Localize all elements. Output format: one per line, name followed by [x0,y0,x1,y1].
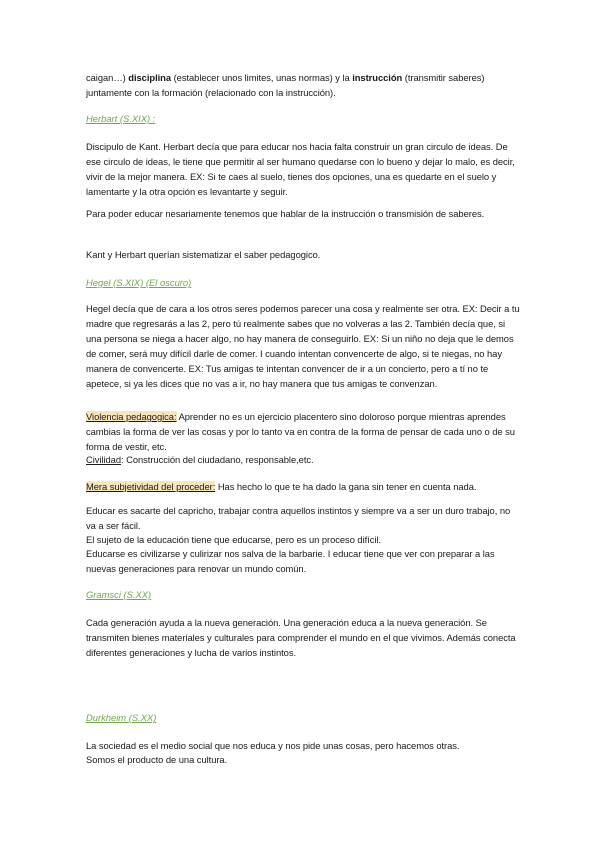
herbart-paragraph-3: Kant y Herbart querían sistematizar el saber pedagogico. [86,249,321,260]
hegel-paragraph-4: Educarse es civilizarse y culirizar nos salva de la barbarie. I educar tiene que ver con preparar a las nuevas generaciones para renovar un mundo común. [86,548,495,574]
mera-paragraph [86,479,522,494]
hegel-paragraph-1: Hegel decía que de cara a los otros seres podemos parecer una cosa y realmente ser otra. EX: Decir a tu madre que regresarás a las 2, pero tú realmente sabes que no volveras a las 2. También decía que, si una persona se niega a hacer algo, no hay manera de conseguirlo. EX: Si un niño no deja que le demos de comer, será muy difícil darle de comer. I cuando intentan convencerte de algo, si te niegas, no hay manera de convencerte. EX: Tus amigas te intentan convencer de ir a un concierto, pero a tí no te apetece, si ya les dices que no vas a ir, no hay manera que tus amigas te convenzan. [86,303,520,389]
herbart-paragraph-1: Discipulo de Kant. Herbart decía que para educar nos hacia falta construir un gran circulo de ideas. De ese circulo de ideas, le tiene que permitir al ser humano quedarse con lo bueno y dejar lo malo, es decir, vivir de la mejor manera. EX: Si te caes al suelo, tienes dos opciones, una es quedarte en el suelo y lamentarte y la otra opción es levantarte y seguir. [86,141,515,197]
intro-lead: caigan…) [86,72,129,83]
heading-hegel: Hegel (S.XIX) (El oscuro) [86,277,192,288]
violencia-paragraph [86,409,522,454]
violencia-definition: Aprender no es un ejercicio placentero sino doloroso porque mientras aprendes cambias la forma de ver las cosas y por lo tanto va en contra de la forma de pensar de cada uno o de su forma de vestir, etc. [86,411,515,452]
herbart-paragraph-2: Para poder educar nesariamente tenemos que hablar de la instrucción o transmisión de saberes. [86,208,485,219]
violencia-term: Violencia pedagogica: [86,411,177,422]
intro-paragraph [86,70,522,100]
heading-gramsci: Gramsci (S.XX) [86,589,152,600]
civilidad-paragraph [86,452,522,467]
heading-durkheim: Durkheim (S.XX) [86,712,157,723]
intro-term-instruccion: instrucción [352,72,403,83]
gramsci-paragraph: Cada generación ayuda a la nueva generación. Una generación educa a la nueva generación. Se transmiten bienes materiales y culturales para comprender el mundo en el que vivimos. Además conecta diferentes generaciones y lucha de varios instintos. [86,617,516,658]
durkheim-paragraph-1: La sociedad es el medio social que nos educa y nos pide unas cosas, pero hacemos otras. [86,740,460,751]
intro-mid: (establecer unos limites, unas normas) y la [171,72,353,83]
mera-term: Mera subjetividad del proceder: [86,481,216,492]
civilidad-definition: : Construcción del ciudadano, responsable,etc. [120,454,314,465]
heading-herbart: Herbart (S.XIX) : [86,113,156,124]
durkheim-paragraph-2: Somos el producto de una cultura. [86,754,228,765]
intro-term-disciplina: disciplina [128,72,172,83]
civilidad-term: Civilidad [86,454,121,465]
intro-tail: (transmitir saberes) juntamente con la formación (relacionado con la instrucción). [86,72,485,98]
mera-definition: Has hecho lo que te ha dado la gana sin tener en cuenta nada. [215,481,477,492]
hegel-paragraph-3: El sujeto de la educación tiene que educarse, pero es un proceso difícil. [86,534,381,545]
hegel-paragraph-2: Educar es sacarte del capricho, trabajar contra aquellos instintos y siempre va a ser un duro trabajo, no va a ser fácil. [86,505,511,531]
